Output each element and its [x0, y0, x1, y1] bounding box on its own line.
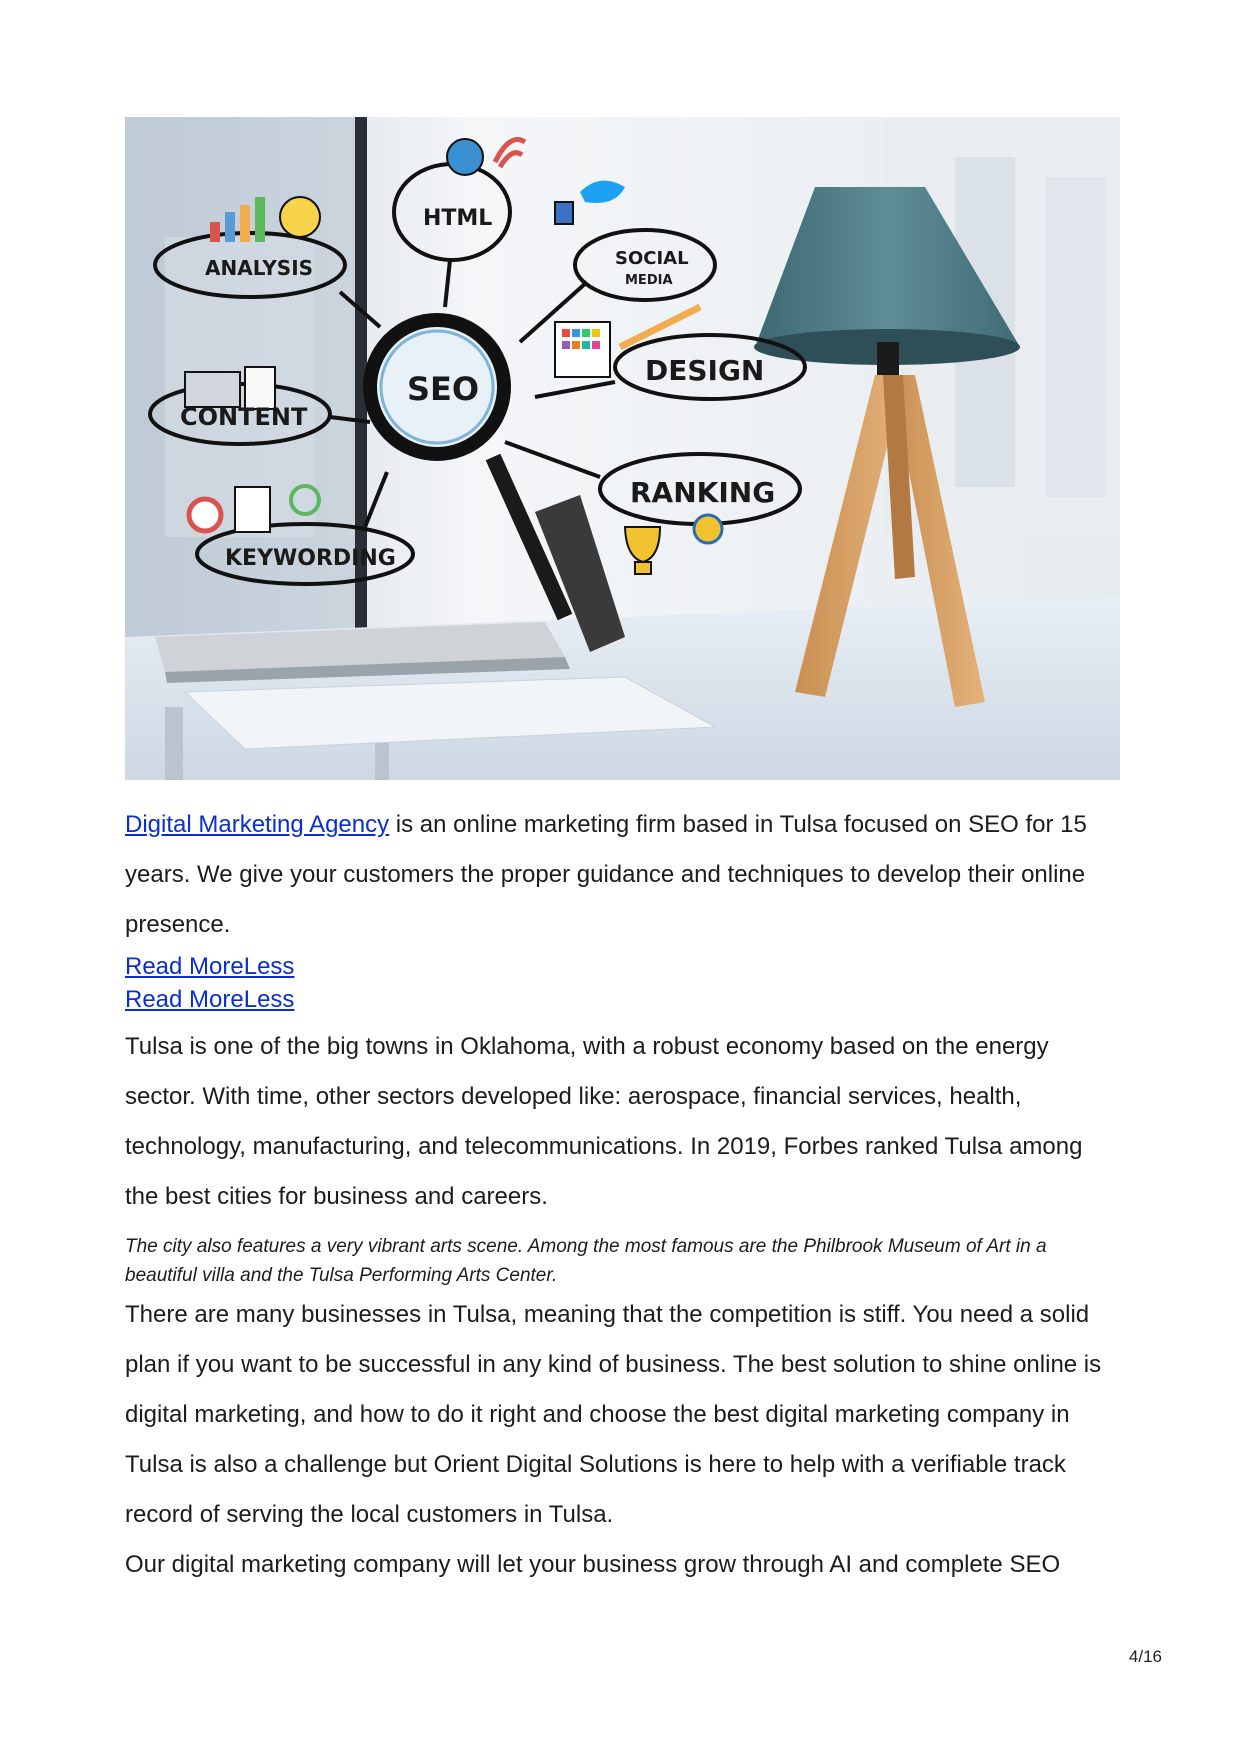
label-content: CONTENT: [180, 403, 308, 431]
hero-image: [125, 117, 1120, 780]
read-more-group: [125, 950, 1115, 1016]
label-keywording: KEYWORDING: [225, 546, 396, 571]
arts-scene-quote: The city also features a very vibrant arts scene. Among the most famous are the Philbrook Museum of Art in a beautiful villa and the Tulsa Performing Arts Center.: [125, 1236, 1047, 1286]
competition-paragraph: There are many businesses in Tulsa, meaning that the competition is stiff. You need a solid plan if you want to be successful in any kind of business. The best solution to shine online is digital marketing, and how to do it right and choose the best digital marketing company in Tulsa is also a challenge but Orient Digital Solutions is here to help with a verifiable track record of serving the local customers in Tulsa.: [125, 1301, 1102, 1528]
laptop-icon: [185, 372, 240, 407]
certificate-icon: [235, 487, 270, 532]
intro-text: is an online marketing firm based in Tulsa focused on SEO for 15 years. We give your customers the proper guidance and techniques to develop their online presence.: [125, 811, 1087, 938]
article-body: [125, 800, 1115, 1590]
label-html: HTML: [423, 206, 493, 231]
read-more-link[interactable]: Read MoreLess: [125, 953, 295, 980]
ai-seo-paragraph: Our digital marketing company will let your business grow through AI and complete SEO: [125, 1551, 1061, 1578]
digital-marketing-agency-link[interactable]: Digital Marketing Agency: [125, 811, 390, 838]
label-media: MEDIA: [625, 273, 673, 288]
target-icon: [189, 499, 221, 531]
seo-illustration: [125, 117, 1120, 780]
globe-icon: [447, 139, 483, 175]
page-number: 4/16: [1128, 1647, 1162, 1666]
thumbs-up-icon: [555, 202, 573, 224]
label-social: SOCIAL: [615, 248, 689, 269]
label-ranking: RANKING: [630, 476, 776, 509]
read-more-link[interactable]: Read MoreLess: [125, 986, 295, 1013]
label-seo: SEO: [407, 370, 480, 408]
medal-icon: [694, 515, 722, 543]
label-design: DESIGN: [645, 354, 765, 387]
intro-paragraph: [125, 800, 1115, 950]
tulsa-economy-paragraph: Tulsa is one of the big towns in Oklahoma, with a robust economy based on the energy sector. With time, other sectors developed like: aerospace, financial services, health, technology, manufacturing, and telecommunications. In 2019, Forbes ranked Tulsa among the best cities for business and careers.: [125, 1033, 1083, 1210]
label-analysis: ANALYSIS: [205, 256, 314, 280]
